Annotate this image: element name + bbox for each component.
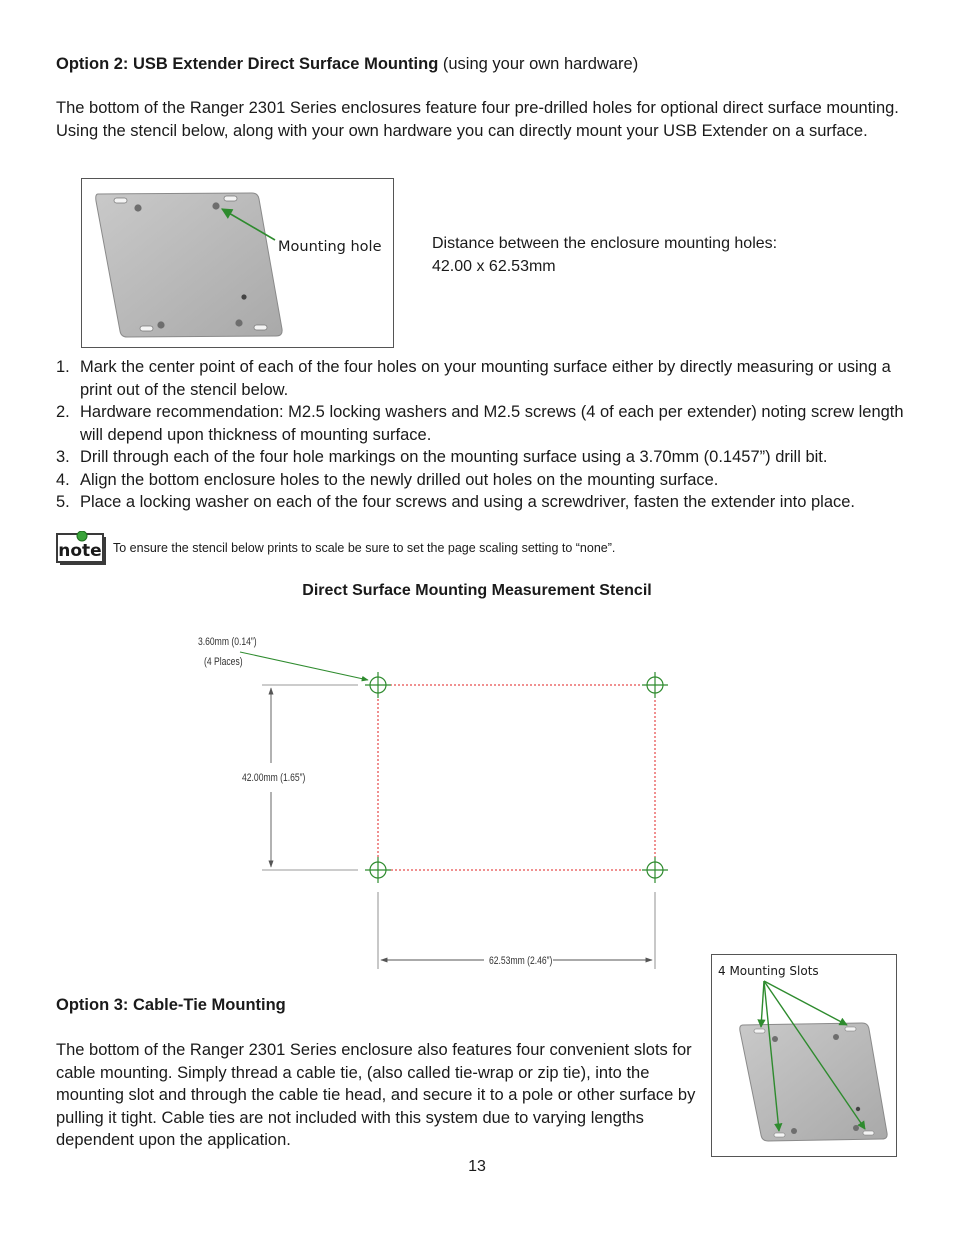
mounting-hole <box>853 1125 859 1131</box>
mounting-hole <box>235 319 242 326</box>
page-number: 13 <box>468 1158 486 1175</box>
mounting-slot <box>774 1133 785 1137</box>
step-number: 4. <box>56 470 70 489</box>
step-text: Mark the center point of each of the four holes on your mounting surface either by directly measuring or using a print out of the stencil below. <box>80 358 891 399</box>
distance-label: Distance between the enclosure mounting holes: <box>432 235 778 252</box>
stencil-outline <box>378 685 655 870</box>
enclosure-plate <box>740 1023 887 1141</box>
option2-heading-bold: Option 2: USB Extender Direct Surface Mounting <box>56 55 439 73</box>
stencil-hole <box>365 672 391 698</box>
note-icon <box>56 531 108 567</box>
option3-heading: Option 3: Cable-Tie Mounting <box>56 996 286 1014</box>
mounting-slot <box>254 325 267 330</box>
option3-paragraph: The bottom of the Ranger 2301 Series enclosure also features four convenient slots for cable mounting. Simply thread a cable tie, (also called tie-wrap or zip tie), into the mounting slot and through the cable tie head, and secure it to a pole or other surface by pulling it tight. Cable ties are not included with this system due to varying lengths dependent upon the application. <box>56 1041 696 1149</box>
option2-intro-paragraph: The bottom of the Ranger 2301 Series enclosures feature four pre-drilled holes for optional direct surface mounting. Using the stencil below, along with your own hardware you can directly mount your USB Extender on a surface. <box>56 99 899 140</box>
mounting-slot <box>754 1029 765 1033</box>
hole-dimension-label: 3.60mm (0.14”) <box>198 636 257 649</box>
step-number: 5. <box>56 493 70 511</box>
mounting-slot <box>845 1027 856 1031</box>
distance-block <box>432 232 777 278</box>
note-icon-label: note <box>58 541 102 561</box>
stencil-hole <box>642 857 668 883</box>
mounting-slot <box>114 198 127 203</box>
step-item <box>56 401 916 446</box>
mounting-slots-photo <box>711 954 897 1157</box>
option2-heading <box>56 53 638 76</box>
step-text: Align the bottom enclosure holes to the newly drilled out holes on the mounting surface. <box>80 470 719 489</box>
mounting-hole-callout: Mounting hole <box>278 239 382 255</box>
step-number: 3. <box>56 448 70 466</box>
slot-leader <box>764 981 847 1025</box>
mounting-hole <box>212 202 219 209</box>
step-item <box>56 356 916 401</box>
slot-leader <box>761 981 764 1027</box>
distance-value: 42.00 x 62.53mm <box>432 258 556 275</box>
note-text: To ensure the stencil below prints to scale be sure to set the page scaling setting to “none”. <box>113 541 616 555</box>
step-item <box>56 491 916 514</box>
step-text: Hardware recommendation: M2.5 locking washers and M2.5 screws (4 of each per extender) noting screw length will depend upon thickness of mounting surface. <box>80 403 904 444</box>
step-text: Drill through each of the four hole markings on the mounting surface using a 3.70mm (0.1457”) drill bit. <box>80 448 828 466</box>
mounting-steps-list <box>56 356 916 514</box>
hole-dimension-leader <box>240 652 368 680</box>
height-dimension-label: 42.00mm (1.65”) <box>241 772 306 785</box>
mounting-hole <box>833 1034 839 1040</box>
mounting-slots-callout: 4 Mounting Slots <box>718 964 819 978</box>
mounting-slot <box>140 326 153 331</box>
hole-places-label: (4 Places) <box>204 656 243 669</box>
step-item <box>56 469 916 492</box>
mounting-hole <box>772 1036 778 1042</box>
screw-hole <box>856 1107 860 1111</box>
step-number: 1. <box>56 358 70 376</box>
mounting-hole <box>157 321 164 328</box>
stencil-title: Direct Surface Mounting Measurement Stencil <box>302 582 652 599</box>
mounting-hole <box>791 1128 797 1134</box>
step-number: 2. <box>56 403 70 421</box>
option2-heading-normal: (using your own hardware) <box>438 55 639 73</box>
enclosure-bottom-photo <box>81 178 394 348</box>
mounting-stencil-diagram <box>0 620 954 980</box>
stencil-hole <box>365 857 391 883</box>
screw-hole <box>241 294 246 299</box>
enclosure-plate <box>96 193 282 337</box>
mounting-slot <box>224 196 237 201</box>
mounting-hole <box>134 204 141 211</box>
step-text: Place a locking washer on each of the four screws and using a screwdriver, fasten the extender into place. <box>80 493 856 511</box>
stencil-hole <box>642 672 668 698</box>
mounting-slot <box>863 1131 874 1135</box>
step-item <box>56 446 916 469</box>
width-dimension-label: 62.53mm (2.46”) <box>488 955 553 968</box>
